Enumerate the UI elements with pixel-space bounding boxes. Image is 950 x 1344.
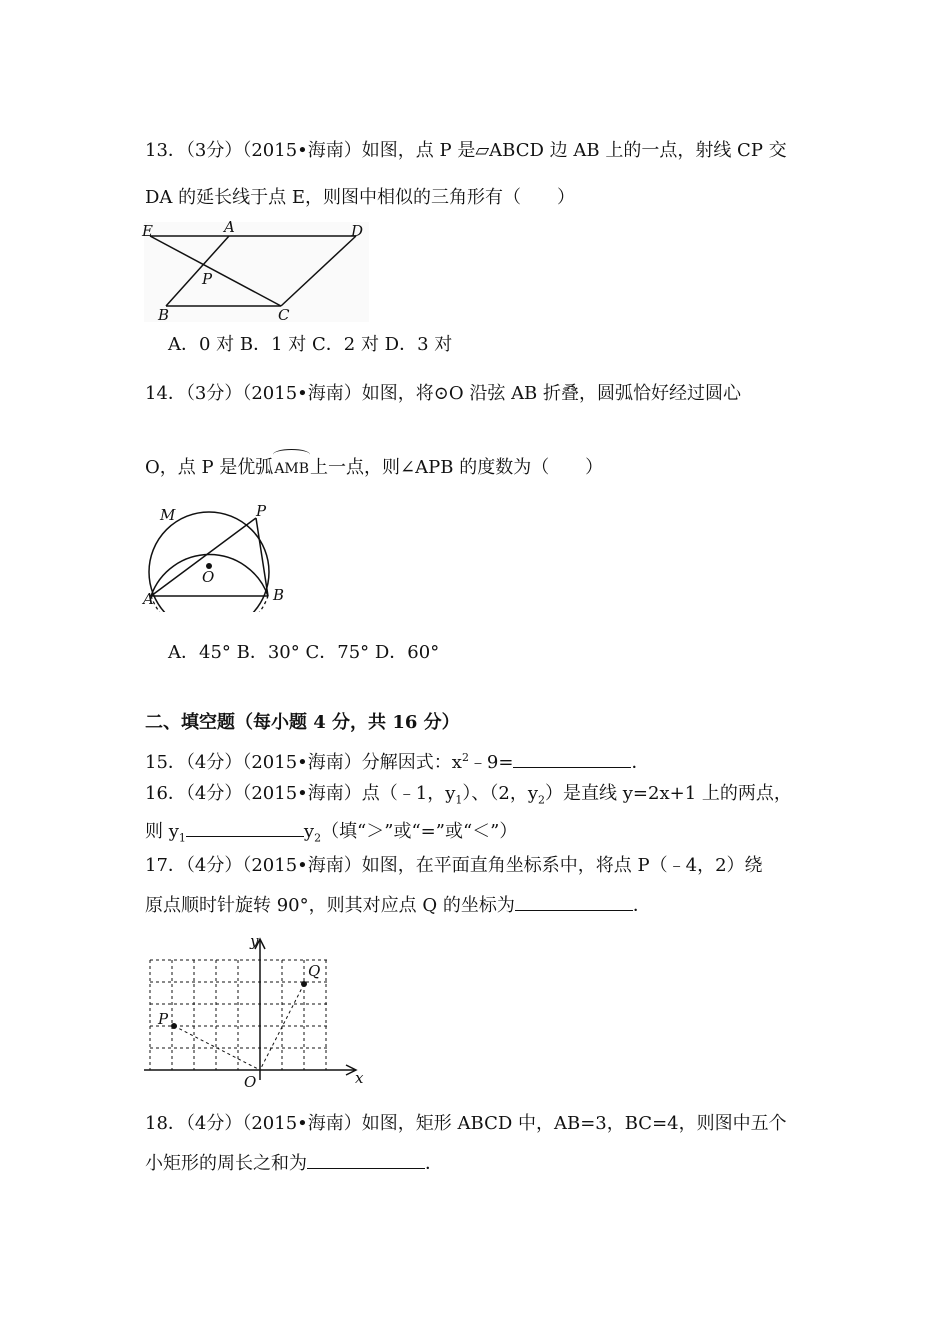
label-P: P [256, 502, 267, 520]
grid-lines [150, 960, 330, 1070]
q15-exponent: 2 [461, 751, 469, 764]
q16-c: ）是直线 y=2x+1 上的两点， [545, 783, 792, 804]
q16-sub3: 1 [178, 831, 186, 845]
q16-answer-blank[interactable] [186, 818, 304, 837]
q14-line2-post: 上一点，则∠APB 的度数为（ ） [310, 457, 604, 478]
label-x: x [355, 1069, 364, 1087]
label-P: P [158, 1010, 169, 1028]
q13-text-line1: 13．（3分）（2015•海南）如图，点 P 是▱ABCD 边 AB 上的一点，射线 CP 交 [145, 140, 787, 161]
q16-sub1: 1 [455, 793, 463, 807]
q16-f: （填“＞”或“=”或“＜”） [321, 821, 518, 842]
label-y: y [250, 932, 259, 950]
circle-O [149, 512, 269, 612]
section-heading: 二、填空题（每小题 4 分，共 16 分） [145, 712, 460, 733]
q14-text-line2 [145, 456, 603, 481]
q17-coordinate-grid-figure [140, 928, 370, 1088]
label-Q: Q [308, 962, 321, 980]
label-C: C [278, 306, 290, 324]
q18-line2-pre: 小矩形的周长之和为 [145, 1153, 307, 1174]
q15-answer-blank[interactable] [513, 749, 631, 768]
label-B: B [273, 586, 285, 604]
label-A: A [143, 590, 154, 608]
q17-text-line2 [145, 892, 651, 918]
label-O: O [202, 568, 215, 586]
label-P: P [202, 270, 213, 288]
q17-end: ． [632, 895, 651, 916]
label-B: B [158, 306, 170, 324]
q14-options: A．45° B．30° C．75° D．60° [168, 642, 440, 663]
q15-pre: 15．（4分）（2015•海南）分解因式：x [145, 752, 462, 773]
q18-end: ． [425, 1153, 443, 1174]
q16-text-line2 [145, 818, 517, 851]
q15-post: ﹣9= [468, 752, 514, 773]
q18-answer-blank[interactable] [307, 1150, 425, 1169]
q13-figure-background [144, 222, 369, 322]
q16-sub2: 2 [538, 793, 546, 807]
q15-text [145, 746, 649, 775]
q16-d: 则 y [145, 821, 179, 842]
q13-text-line2: DA 的延长线于点 E，则图中相似的三角形有（ ） [145, 187, 576, 208]
q14-line2-pre: O，点 P 是优弧 [145, 457, 274, 478]
q13-options: A．0 对 B．1 对 C．2 对 D．3 对 [168, 334, 453, 355]
arc-amb-symbol: AMB [274, 457, 309, 481]
q13-parallelogram-figure [138, 218, 378, 326]
point-Q [301, 981, 307, 987]
label-M: M [160, 506, 176, 524]
q18-text-line1: 18．（4分）（2015•海南）如图，矩形 ABCD 中，AB=3，BC=4，则图中五个 [145, 1113, 787, 1134]
q16-sub4: 2 [314, 831, 322, 845]
q16-a: 16．（4分）（2015•海南）点（﹣1，y [145, 783, 456, 804]
label-A: A [224, 218, 235, 236]
q17-text-line1: 17．（4分）（2015•海南）如图，在平面直角坐标系中，将点 P（﹣4，2）绕 [145, 855, 763, 876]
q15-end: ． [631, 752, 650, 773]
point-P [171, 1023, 177, 1029]
q16-b: ）、（2，y [462, 783, 539, 804]
q16-text-line1 [145, 782, 792, 813]
label-E: E [142, 222, 153, 240]
label-D: D [351, 222, 364, 240]
q17-answer-blank[interactable] [515, 892, 633, 911]
label-O: O [244, 1073, 257, 1088]
q16-e: y [303, 821, 315, 842]
lower-arc-dashed [151, 596, 268, 612]
q14-text-line1: 14．（3分）（2015•海南）如图，将⊙O 沿弦 AB 折叠，圆弧恰好经过圆心 [145, 383, 742, 404]
q18-text-line2 [145, 1150, 443, 1176]
q17-line2-pre: 原点顺时针旋转 90°，则其对应点 Q 的坐标为 [145, 895, 515, 916]
q14-circle-figure [140, 500, 300, 612]
